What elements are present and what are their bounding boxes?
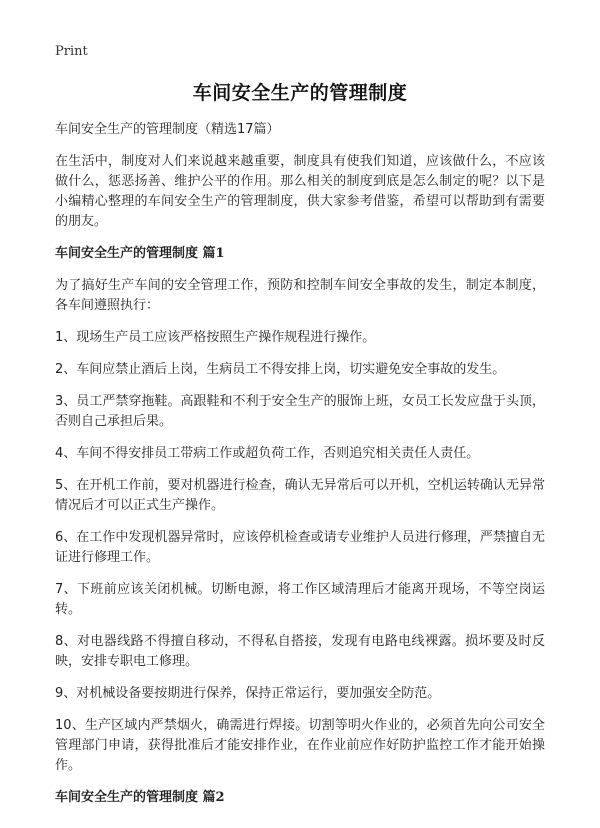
section-heading-text: 车间安全生产的管理制度 篇	[55, 246, 216, 261]
rule-item: 7、下班前应该关闭机械。切断电源，将工作区域清理后才能离开现场，不等空岗运转。	[55, 582, 545, 617]
section-heading-2	[55, 788, 545, 808]
rule-item: 9、对机械设备要按期进行保养，保持正常运行，要加强安全防范。	[55, 686, 441, 701]
intro-paragraph: 在生活中，制度对人们来说越来越重要，制度具有使我们知道，应该做什么，不应该做什么，惩恶扬善、维护公平的作用。那么相关的制度到底是怎么制定的呢？以下是小编精心整理的车间安全生产的管理制度，供大家参考借鉴，希望可以帮助到有需要的朋友。	[55, 154, 545, 229]
section-heading-1	[55, 244, 545, 264]
rule-item: 4、车间不得安排员工带病工作或超负荷工作，否则追究相关责任人责任。	[55, 446, 480, 461]
document-body	[55, 120, 545, 820]
rule-item: 6、在工作中发现机器异常时，应该停机检查或请专业维护人员进行修理，严禁擅自无证进行修理工作。	[55, 530, 545, 565]
section-heading-number: 2	[215, 790, 225, 805]
print-label[interactable]: Print	[55, 44, 88, 59]
rule-item: 5、在开机工作前，要对机器进行检查，确认无异常后可以开机，空机运转确认无异常情况后才可以正式生产操作。	[55, 478, 545, 513]
rule-item: 2、车间应禁止酒后上岗，生病员工不得安排上岗，切实避免安全事故的发生。	[55, 362, 506, 377]
page-title: 车间安全生产的管理制度	[192, 82, 408, 104]
rule-item: 3、员工严禁穿拖鞋。高跟鞋和不利于安全生产的服饰上班，女员工长发应盘于头顶，否则自己承担后果。	[55, 394, 545, 429]
document-subtitle: 车间安全生产的管理制度（精选17篇）	[55, 122, 280, 137]
section-lead-paragraph: 为了搞好生产车间的安全管理工作，预防和控制车间安全事故的发生，制定本制度，各车间遵照执行：	[55, 278, 545, 313]
rule-item: 1、现场生产员工应该严格按照生产操作规程进行操作。	[55, 330, 376, 345]
section-heading-number: 1	[215, 246, 225, 261]
rule-item: 10、生产区域内严禁烟火，确需进行焊接。切割等明火作业的，必须首先向公司安全管理部门申请，获得批准后才能安排作业，在作业前应作好防护监控工作才能开始操作。	[55, 718, 545, 773]
section-heading-text: 车间安全生产的管理制度 篇	[55, 790, 216, 805]
rule-item: 8、对电器线路不得擅自移动，不得私自搭接，发现有电路电线裸露。损坏要及时反映，安排专职电工修理。	[55, 634, 545, 669]
